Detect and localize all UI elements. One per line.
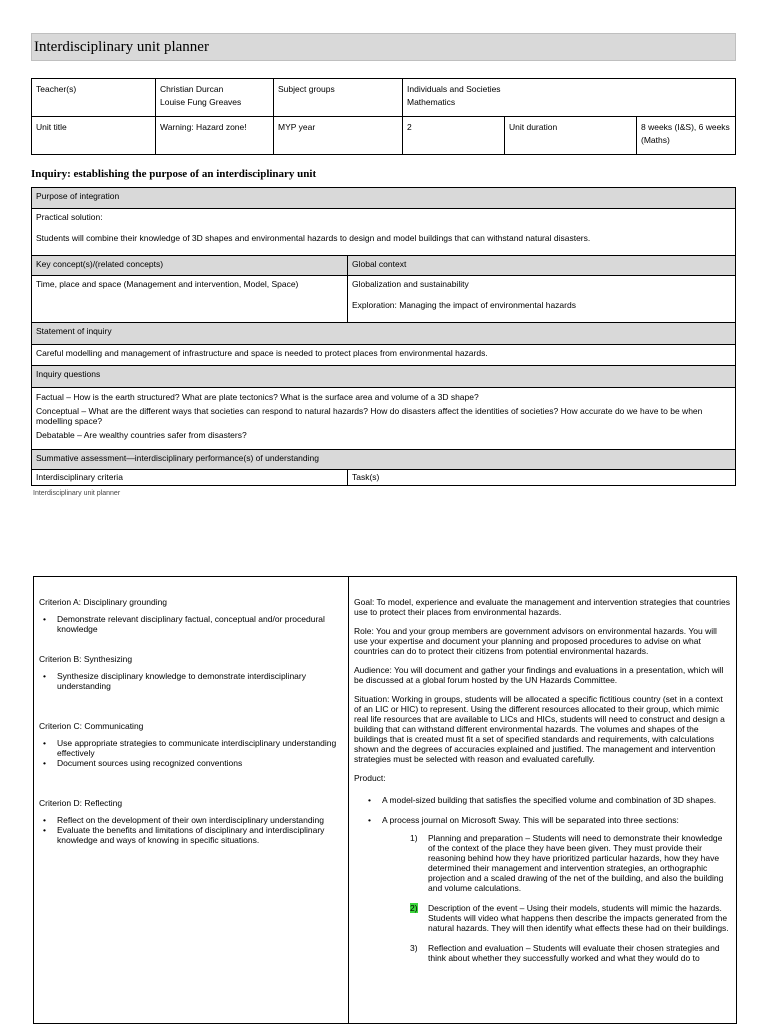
task-situation: Situation: Working in groups, students will be allocated a specific fictitious country (set in a context of an LIC or HIC) to represent. Using the different resources allocated to their group, which mimic real life resources that are available to LICs and HICs, students will need to construct and design a building that can withstand different environmental hazards. The volumes and shapes of the buildings that is created must fit a set of specified standards and requirements, with calculations shown and the degrees of accuracies explained and justified. The management and intervention strategies must be selected with reason and evaluated carefully. bbox=[354, 694, 725, 764]
criterion-b-title: Criterion B: Synthesizing bbox=[39, 654, 133, 664]
section-text: Description of the event – Using their models, students will mimic the hazards. Students will video what happens then describe the impacts generated from the natural hazards. They will then identify what effects these had on their buildings. bbox=[428, 903, 729, 933]
section-text: Planning and preparation – Students will need to demonstrate their knowledge of the context of the place they have been given. They must provide their reasoning behind how they have prioritized particular hazards, how they have determined their management and intervention strategies, an orthographic projection and a scaled drawing of the net of the building, and also the building and volume calculations. bbox=[428, 833, 724, 893]
criterion-a-list bbox=[39, 614, 343, 634]
myp-year: 2 bbox=[403, 117, 505, 155]
list-item: • Document sources using recognized conventions bbox=[57, 758, 343, 768]
myp-year-label: MYP year bbox=[274, 117, 403, 155]
task-goal: Goal: To model, experience and evaluate the management and intervention strategies that countries use to protect their places from environmental hazards. bbox=[354, 597, 730, 617]
journal-sections bbox=[382, 833, 731, 963]
key-concepts-heading: Key concept(s)/(related concepts) bbox=[32, 256, 348, 276]
section-text: Reflection and evaluation – Students will evaluate their chosen strategies and think about whether they successfully worked and what they would do to bbox=[428, 943, 720, 963]
teacher-name: Christian Durcan bbox=[160, 84, 224, 94]
teacher-label: Teacher(s) bbox=[32, 79, 156, 117]
practical-text: Students will combine their knowledge of 3D shapes and environmental hazards to design and model buildings that can withstand natural disasters. bbox=[36, 233, 591, 243]
list-item: • Demonstrate relevant disciplinary factual, conceptual and/or procedural knowledge bbox=[57, 614, 343, 634]
practical-label: Practical solution: bbox=[36, 212, 103, 222]
product-item bbox=[382, 815, 731, 963]
conceptual-question: Conceptual – What are the different ways that societies can respond to natural hazards? How do disasters affect the identities of societies? How accurate do we have to be when modelling space? bbox=[36, 406, 703, 426]
subject-group: Mathematics bbox=[407, 97, 456, 107]
product-label: Product: bbox=[354, 773, 386, 783]
unit-duration: 8 weeks (I&S), 6 weeks (Maths) bbox=[637, 117, 736, 155]
criterion-a-title: Criterion A: Disciplinary grounding bbox=[39, 597, 168, 607]
list-item: • Reflect on the development of their own interdisciplinary understanding bbox=[57, 815, 343, 825]
criteria-label: Interdisciplinary criteria bbox=[32, 470, 348, 486]
list-item: • Evaluate the benefits and limitations of disciplinary and interdisciplinary knowledge and ways of knowing in specific situations. bbox=[57, 825, 343, 845]
task-role: Role: You and your group members are government advisors on environmental hazards. You will use your expertise and document your planning and proposed procedures to advise on what countries can do to protect their citizens from potential environmental hazards. bbox=[354, 626, 717, 656]
footer-label: Interdisciplinary unit planner bbox=[33, 490, 121, 497]
criterion-c-list bbox=[39, 738, 343, 768]
tasks-cell bbox=[349, 577, 737, 1024]
purpose-heading: Purpose of integration bbox=[32, 188, 736, 209]
tasks-label: Task(s) bbox=[348, 470, 736, 486]
unit-info-table bbox=[31, 78, 736, 155]
list-item: • Use appropriate strategies to communicate interdisciplinary understanding effectively bbox=[57, 738, 343, 758]
global-context-exploration: Exploration: Managing the impact of environmental hazards bbox=[352, 300, 576, 310]
criterion-d-title: Criterion D: Reflecting bbox=[39, 798, 123, 808]
section-number: 2) bbox=[410, 903, 418, 913]
subject-group: Individuals and Societies bbox=[407, 84, 501, 94]
purpose-cell bbox=[32, 209, 736, 256]
criteria-cell bbox=[34, 577, 349, 1024]
factual-question: Factual – How is the earth structured? What are plate tectonics? What is the surface area and volume of a 3D shape? bbox=[36, 392, 479, 402]
product-list bbox=[354, 795, 731, 963]
global-context-heading: Global context bbox=[348, 256, 736, 276]
section-number: 1) bbox=[410, 833, 418, 843]
inquiry-questions-heading: Inquiry questions bbox=[32, 366, 736, 388]
journal-section bbox=[410, 903, 731, 933]
teacher-names bbox=[156, 79, 274, 117]
criterion-b-list bbox=[39, 671, 343, 691]
unit-title: Warning: Hazard zone! bbox=[156, 117, 274, 155]
global-context bbox=[348, 276, 736, 323]
assessment-table bbox=[33, 576, 737, 1024]
subject-groups-label: Subject groups bbox=[274, 79, 403, 117]
statement-heading: Statement of inquiry bbox=[32, 323, 736, 345]
page-title: Interdisciplinary unit planner bbox=[31, 33, 736, 61]
task-audience: Audience: You will document and gather your findings and evaluations in a presentation, which will be discussed at a global forum hosted by the UN Hazards Committee. bbox=[354, 665, 724, 685]
criterion-c-title: Criterion C: Communicating bbox=[39, 721, 144, 731]
teacher-name: Louise Fung Greaves bbox=[160, 97, 242, 107]
unit-duration-label: Unit duration bbox=[505, 117, 637, 155]
journal-section bbox=[410, 833, 731, 893]
unit-title-label: Unit title bbox=[32, 117, 156, 155]
statement-of-inquiry: Careful modelling and management of infrastructure and space is needed to protect places from environmental hazards. bbox=[32, 345, 736, 366]
global-context-name: Globalization and sustainability bbox=[352, 279, 469, 289]
criterion-d-list bbox=[39, 815, 343, 845]
summative-heading: Summative assessment—interdisciplinary performance(s) of understanding bbox=[32, 450, 736, 470]
section-heading: Inquiry: establishing the purpose of an interdisciplinary unit bbox=[31, 168, 317, 180]
section-number: 3) bbox=[410, 943, 418, 953]
inquiry-questions bbox=[32, 388, 736, 450]
debatable-question: Debatable – Are wealthy countries safer from disasters? bbox=[36, 430, 247, 440]
journal-section bbox=[410, 943, 731, 963]
inquiry-table bbox=[31, 187, 736, 486]
key-concepts: Time, place and space (Management and intervention, Model, Space) bbox=[32, 276, 348, 323]
list-item: • Synthesize disciplinary knowledge to demonstrate interdisciplinary understanding bbox=[57, 671, 343, 691]
product-item-text: A process journal on Microsoft Sway. This will be separated into three sections: bbox=[382, 815, 679, 825]
subject-groups bbox=[403, 79, 736, 117]
product-item: • A model-sized building that satisfies the specified volume and combination of 3D shapes. bbox=[382, 795, 731, 805]
